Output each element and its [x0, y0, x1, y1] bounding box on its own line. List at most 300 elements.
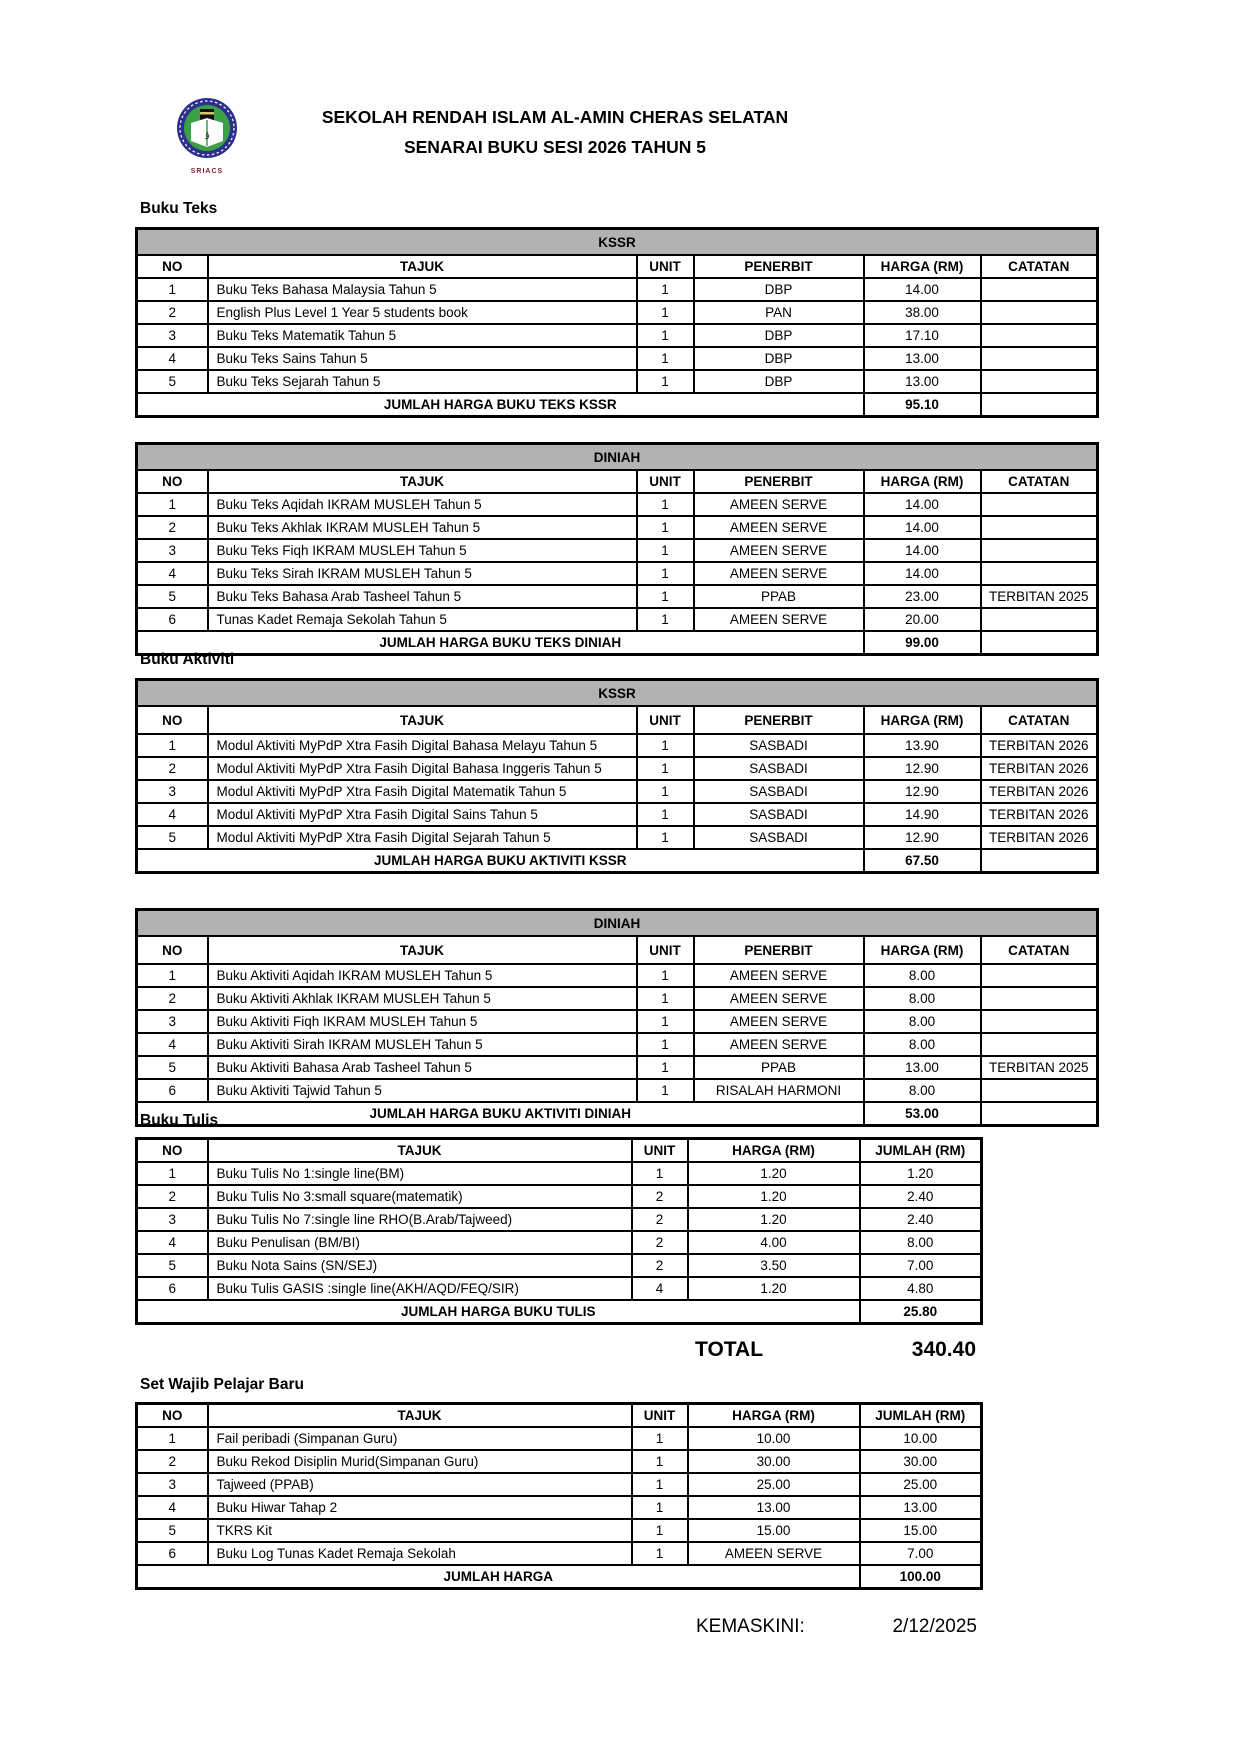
- cell: 1: [632, 1162, 688, 1185]
- logo-caption: SRIACS: [190, 168, 224, 175]
- column-header: TAJUK: [208, 470, 637, 493]
- column-header: TAJUK: [208, 1139, 632, 1163]
- cell: 2: [632, 1231, 688, 1254]
- table-row: [137, 1496, 982, 1519]
- total-value: 53.00: [864, 1102, 981, 1126]
- column-header: NO: [137, 470, 208, 493]
- cell: AMEEN SERVE: [694, 1033, 864, 1056]
- cell: 25.00: [860, 1473, 982, 1496]
- table-row: [137, 1231, 982, 1254]
- header-row: [137, 936, 1098, 964]
- table-row: [137, 1010, 1098, 1033]
- tajuk-cell: Buku Teks Fiqh IKRAM MUSLEH Tahun 5: [208, 539, 637, 562]
- table-row: [137, 1254, 982, 1277]
- column-header: HARGA (RM): [864, 255, 981, 278]
- column-header: HARGA (RM): [688, 1404, 860, 1428]
- column-header: HARGA (RM): [688, 1139, 860, 1163]
- table-row: [137, 324, 1098, 347]
- cell: PAN: [694, 301, 864, 324]
- cell: 20.00: [864, 608, 981, 631]
- table-row: [137, 1542, 982, 1565]
- tajuk-cell: Modul Aktiviti MyPdP Xtra Fasih Digital Sejarah Tahun 5: [208, 826, 637, 849]
- cell: 7.00: [860, 1254, 982, 1277]
- cell: 1: [637, 324, 694, 347]
- cell: 14.00: [864, 278, 981, 301]
- tajuk-cell: Buku Aktiviti Sirah IKRAM MUSLEH Tahun 5: [208, 1033, 637, 1056]
- tajuk-cell: Buku Tulis No 7:single line RHO(B.Arab/Tajweed): [208, 1208, 632, 1231]
- tajuk-cell: Buku Teks Bahasa Arab Tasheel Tahun 5: [208, 585, 637, 608]
- cell: [981, 1010, 1098, 1033]
- cell: 1: [632, 1519, 688, 1542]
- cell: TERBITAN 2026: [981, 826, 1098, 849]
- cell: 1: [137, 1162, 208, 1185]
- cell: SASBADI: [694, 803, 864, 826]
- tajuk-cell: Modul Aktiviti MyPdP Xtra Fasih Digital Matematik Tahun 5: [208, 780, 637, 803]
- school-name: SEKOLAH RENDAH ISLAM AL-AMIN CHERAS SELATAN: [321, 107, 789, 127]
- band-row: [137, 910, 1098, 937]
- buku-tulis-table: [135, 1137, 983, 1325]
- cell: 13.90: [864, 734, 981, 757]
- cell: 30.00: [860, 1450, 982, 1473]
- cell: TERBITAN 2026: [981, 780, 1098, 803]
- set-wajib-table: [135, 1402, 983, 1590]
- cell: 2.40: [860, 1185, 982, 1208]
- total-row: [137, 1565, 982, 1589]
- cell: AMEEN SERVE: [694, 539, 864, 562]
- kemaskini-date: 2/12/2025: [892, 1616, 977, 1637]
- cell: 2: [137, 301, 208, 324]
- cell: 1: [637, 780, 694, 803]
- band-label: DINIAH: [137, 444, 1098, 471]
- tajuk-cell: Modul Aktiviti MyPdP Xtra Fasih Digital Bahasa Inggeris Tahun 5: [208, 757, 637, 780]
- cell: 5: [137, 585, 208, 608]
- buku-aktiviti-diniah-table: [135, 908, 1099, 1127]
- table-row: [137, 516, 1098, 539]
- cell: 1: [632, 1496, 688, 1519]
- column-header: NO: [137, 936, 208, 964]
- column-header: PENERBIT: [694, 470, 864, 493]
- cell: 5: [137, 1519, 208, 1542]
- cell: PPAB: [694, 1056, 864, 1079]
- cell: 4: [137, 1033, 208, 1056]
- cell: 1.20: [688, 1277, 860, 1300]
- cell: 5: [137, 370, 208, 393]
- section-heading-set-wajib: Set Wajib Pelajar Baru: [140, 1376, 304, 1393]
- column-header: JUMLAH (RM): [860, 1404, 982, 1428]
- cell: 1: [637, 539, 694, 562]
- header-row: [137, 706, 1098, 734]
- cell: 4: [137, 1231, 208, 1254]
- cell: 8.00: [864, 1033, 981, 1056]
- cell: 1: [637, 1056, 694, 1079]
- cell: 10.00: [860, 1427, 982, 1450]
- cell: 2: [137, 757, 208, 780]
- cell: 13.00: [864, 347, 981, 370]
- column-header: TAJUK: [208, 936, 637, 964]
- cell: 6: [137, 1542, 208, 1565]
- cell: 1: [632, 1542, 688, 1565]
- column-header: HARGA (RM): [864, 936, 981, 964]
- tajuk-cell: Buku Tulis GASIS :single line(AKH/AQD/FEQ/SIR): [208, 1277, 632, 1300]
- column-header: UNIT: [637, 936, 694, 964]
- tajuk-cell: Buku Teks Sirah IKRAM MUSLEH Tahun 5: [208, 562, 637, 585]
- table-row: [137, 1208, 982, 1231]
- svg-text:ۊ: ۊ: [204, 129, 210, 139]
- cell: 5: [137, 1254, 208, 1277]
- cell: [981, 1033, 1098, 1056]
- total-row: [137, 849, 1098, 873]
- table-row: [137, 1056, 1098, 1079]
- table-row: [137, 1033, 1098, 1056]
- table-row: [137, 826, 1098, 849]
- cell: AMEEN SERVE: [694, 987, 864, 1010]
- total-value: 95.10: [864, 393, 981, 417]
- cell: 8.00: [864, 964, 981, 987]
- table-row: [137, 1519, 982, 1542]
- cell: 1: [637, 493, 694, 516]
- tajuk-cell: English Plus Level 1 Year 5 students book: [208, 301, 637, 324]
- tajuk-cell: Tajweed (PPAB): [208, 1473, 632, 1496]
- cell: 17.10: [864, 324, 981, 347]
- cell: 4.80: [860, 1277, 982, 1300]
- band-row: [137, 444, 1098, 471]
- table-row: [137, 780, 1098, 803]
- cell: 1: [637, 964, 694, 987]
- cell: 1.20: [688, 1185, 860, 1208]
- tajuk-cell: Tunas Kadet Remaja Sekolah Tahun 5: [208, 608, 637, 631]
- cell: 3: [137, 324, 208, 347]
- cell: 1: [637, 1010, 694, 1033]
- cell: [981, 370, 1098, 393]
- tajuk-cell: Buku Tulis No 1:single line(BM): [208, 1162, 632, 1185]
- table-row: [137, 1162, 982, 1185]
- tajuk-cell: Buku Aktiviti Akhlak IKRAM MUSLEH Tahun 5: [208, 987, 637, 1010]
- band-row: [137, 680, 1098, 707]
- cell: 1: [637, 757, 694, 780]
- tajuk-cell: Buku Tulis No 3:small square(matematik): [208, 1185, 632, 1208]
- cell: 2: [632, 1208, 688, 1231]
- cell: 13.00: [860, 1496, 982, 1519]
- cell: SASBADI: [694, 780, 864, 803]
- table-row: [137, 1185, 982, 1208]
- section-heading-buku-aktiviti: Buku Aktiviti: [140, 651, 235, 668]
- cell: TERBITAN 2025: [981, 585, 1098, 608]
- cell: [981, 278, 1098, 301]
- cell: 4: [632, 1277, 688, 1300]
- column-header: UNIT: [637, 706, 694, 734]
- cell: 14.00: [864, 516, 981, 539]
- tajuk-cell: Modul Aktiviti MyPdP Xtra Fasih Digital Bahasa Melayu Tahun 5: [208, 734, 637, 757]
- cell: 13.00: [864, 370, 981, 393]
- cell: 1: [637, 278, 694, 301]
- total-catatan-empty: [981, 849, 1098, 873]
- cell: 13.00: [864, 1056, 981, 1079]
- cell: DBP: [694, 370, 864, 393]
- cell: 5: [137, 1056, 208, 1079]
- cell: AMEEN SERVE: [694, 608, 864, 631]
- cell: 1: [637, 585, 694, 608]
- cell: [981, 347, 1098, 370]
- cell: 38.00: [864, 301, 981, 324]
- band-row: [137, 229, 1098, 256]
- cell: [981, 516, 1098, 539]
- cell: 1: [137, 493, 208, 516]
- cell: 12.90: [864, 757, 981, 780]
- table-row: [137, 347, 1098, 370]
- cell: 2: [632, 1185, 688, 1208]
- column-header: NO: [137, 706, 208, 734]
- column-header: NO: [137, 1404, 208, 1428]
- cell: 3: [137, 1473, 208, 1496]
- cell: 8.00: [864, 1079, 981, 1102]
- cell: 1: [137, 734, 208, 757]
- section-heading-buku-tulis: Buku Tulis: [140, 1112, 219, 1129]
- column-header: NO: [137, 255, 208, 278]
- cell: PPAB: [694, 585, 864, 608]
- tajuk-cell: Buku Teks Akhlak IKRAM MUSLEH Tahun 5: [208, 516, 637, 539]
- grand-total-label: TOTAL: [695, 1338, 764, 1361]
- table-row: [137, 278, 1098, 301]
- tajuk-cell: Buku Teks Sains Tahun 5: [208, 347, 637, 370]
- cell: [981, 493, 1098, 516]
- buku-aktiviti-kssr-table: [135, 678, 1099, 874]
- cell: AMEEN SERVE: [694, 964, 864, 987]
- cell: [981, 987, 1098, 1010]
- cell: [981, 324, 1098, 347]
- cell: 14.00: [864, 562, 981, 585]
- tajuk-cell: Buku Hiwar Tahap 2: [208, 1496, 632, 1519]
- cell: 1: [637, 734, 694, 757]
- table-row: [137, 493, 1098, 516]
- cell: 6: [137, 1277, 208, 1300]
- document-subtitle: SENARAI BUKU SESI 2026 TAHUN 5: [403, 137, 707, 157]
- total-catatan-empty: [981, 631, 1098, 655]
- cell: DBP: [694, 324, 864, 347]
- cell: SASBADI: [694, 757, 864, 780]
- header-row: [137, 470, 1098, 493]
- table-row: [137, 370, 1098, 393]
- grand-total-value: 340.40: [911, 1338, 976, 1361]
- cell: 12.90: [864, 826, 981, 849]
- cell: 1: [137, 964, 208, 987]
- cell: 4: [137, 1496, 208, 1519]
- buku-teks-kssr-table: [135, 227, 1099, 418]
- cell: 23.00: [864, 585, 981, 608]
- column-header: JUMLAH (RM): [860, 1139, 982, 1163]
- tajuk-cell: Buku Aktiviti Fiqh IKRAM MUSLEH Tahun 5: [208, 1010, 637, 1033]
- cell: 6: [137, 608, 208, 631]
- cell: 2: [137, 516, 208, 539]
- table-row: [137, 1079, 1098, 1102]
- tajuk-cell: Buku Teks Aqidah IKRAM MUSLEH Tahun 5: [208, 493, 637, 516]
- cell: 3.50: [688, 1254, 860, 1277]
- cell: 8.00: [860, 1231, 982, 1254]
- total-row: [137, 393, 1098, 417]
- cell: 6: [137, 1079, 208, 1102]
- total-label: JUMLAH HARGA: [137, 1565, 860, 1589]
- section-heading-buku-teks: Buku Teks: [140, 200, 218, 217]
- table-row: [137, 987, 1098, 1010]
- cell: DBP: [694, 347, 864, 370]
- column-header: CATATAN: [981, 470, 1098, 493]
- total-label: JUMLAH HARGA BUKU TEKS KSSR: [137, 393, 864, 417]
- cell: [981, 562, 1098, 585]
- cell: 12.90: [864, 780, 981, 803]
- total-value: 67.50: [864, 849, 981, 873]
- cell: 1: [637, 803, 694, 826]
- column-header: UNIT: [637, 470, 694, 493]
- column-header: TAJUK: [208, 706, 637, 734]
- tajuk-cell: Buku Log Tunas Kadet Remaja Sekolah: [208, 1542, 632, 1565]
- column-header: HARGA (RM): [864, 706, 981, 734]
- band-label: DINIAH: [137, 910, 1098, 937]
- cell: TERBITAN 2026: [981, 803, 1098, 826]
- cell: AMEEN SERVE: [694, 562, 864, 585]
- cell: 4: [137, 803, 208, 826]
- tajuk-cell: Fail peribadi (Simpanan Guru): [208, 1427, 632, 1450]
- total-label: JUMLAH HARGA BUKU TULIS: [137, 1300, 860, 1324]
- cell: 15.00: [688, 1519, 860, 1542]
- cell: 5: [137, 826, 208, 849]
- cell: 8.00: [864, 987, 981, 1010]
- cell: 1: [637, 370, 694, 393]
- total-value: 25.80: [860, 1300, 982, 1324]
- table-row: [137, 964, 1098, 987]
- table-row: [137, 608, 1098, 631]
- kemaskini-label: KEMASKINI:: [696, 1616, 805, 1637]
- total-row: [137, 1102, 1098, 1126]
- table-row: [137, 1450, 982, 1473]
- cell: 4.00: [688, 1231, 860, 1254]
- tajuk-cell: TKRS Kit: [208, 1519, 632, 1542]
- cell: RISALAH HARMONI: [694, 1079, 864, 1102]
- table-row: [137, 562, 1098, 585]
- tajuk-cell: Buku Aktiviti Tajwid Tahun 5: [208, 1079, 637, 1102]
- cell: [981, 539, 1098, 562]
- tajuk-cell: Buku Aktiviti Aqidah IKRAM MUSLEH Tahun 5: [208, 964, 637, 987]
- column-header: PENERBIT: [694, 706, 864, 734]
- cell: TERBITAN 2025: [981, 1056, 1098, 1079]
- column-header: NO: [137, 1139, 208, 1163]
- header-row: [137, 1139, 982, 1163]
- column-header: UNIT: [632, 1404, 688, 1428]
- cell: DBP: [694, 278, 864, 301]
- cell: AMEEN SERVE: [694, 493, 864, 516]
- cell: 1: [637, 1079, 694, 1102]
- cell: SASBADI: [694, 826, 864, 849]
- cell: 4: [137, 562, 208, 585]
- tajuk-cell: Buku Teks Sejarah Tahun 5: [208, 370, 637, 393]
- cell: 1: [637, 347, 694, 370]
- cell: 3: [137, 780, 208, 803]
- header-row: [137, 1404, 982, 1428]
- tajuk-cell: Modul Aktiviti MyPdP Xtra Fasih Digital Sains Tahun 5: [208, 803, 637, 826]
- column-header: PENERBIT: [694, 936, 864, 964]
- cell: 1: [637, 608, 694, 631]
- cell: 1: [137, 278, 208, 301]
- cell: [981, 608, 1098, 631]
- cell: 15.00: [860, 1519, 982, 1542]
- cell: 1: [632, 1473, 688, 1496]
- cell: 2: [137, 1450, 208, 1473]
- column-header: CATATAN: [981, 255, 1098, 278]
- column-header: TAJUK: [208, 1404, 632, 1428]
- cell: TERBITAN 2026: [981, 734, 1098, 757]
- header-row: [137, 255, 1098, 278]
- cell: AMEEN SERVE: [694, 1010, 864, 1033]
- tajuk-cell: Buku Aktiviti Bahasa Arab Tasheel Tahun 5: [208, 1056, 637, 1079]
- cell: 1.20: [860, 1162, 982, 1185]
- table-row: [137, 757, 1098, 780]
- cell: 2: [137, 1185, 208, 1208]
- cell: AMEEN SERVE: [688, 1542, 860, 1565]
- cell: 1: [637, 516, 694, 539]
- tajuk-cell: Buku Teks Matematik Tahun 5: [208, 324, 637, 347]
- table-row: [137, 1277, 982, 1300]
- cell: 7.00: [860, 1542, 982, 1565]
- cell: 4: [137, 347, 208, 370]
- cell: 10.00: [688, 1427, 860, 1450]
- tajuk-cell: Buku Rekod Disiplin Murid(Simpanan Guru): [208, 1450, 632, 1473]
- cell: [981, 301, 1098, 324]
- cell: 2: [632, 1254, 688, 1277]
- cell: 14.00: [864, 539, 981, 562]
- total-catatan-empty: [981, 393, 1098, 417]
- cell: 1: [637, 1033, 694, 1056]
- cell: SASBADI: [694, 734, 864, 757]
- total-value: 100.00: [860, 1565, 982, 1589]
- cell: 1: [637, 562, 694, 585]
- cell: 3: [137, 539, 208, 562]
- tajuk-cell: Buku Nota Sains (SN/SEJ): [208, 1254, 632, 1277]
- cell: 1.20: [688, 1208, 860, 1231]
- cell: 3: [137, 1010, 208, 1033]
- total-row: [137, 631, 1098, 655]
- cell: 2.40: [860, 1208, 982, 1231]
- total-label: JUMLAH HARGA BUKU TEKS DINIAH: [137, 631, 864, 655]
- column-header: UNIT: [632, 1139, 688, 1163]
- column-header: UNIT: [637, 255, 694, 278]
- column-header: PENERBIT: [694, 255, 864, 278]
- cell: 1: [632, 1427, 688, 1450]
- cell: 1.20: [688, 1162, 860, 1185]
- band-label: KSSR: [137, 229, 1098, 256]
- document-header: [135, 102, 975, 162]
- cell: [981, 964, 1098, 987]
- column-header: CATATAN: [981, 706, 1098, 734]
- cell: 3: [137, 1208, 208, 1231]
- column-header: TAJUK: [208, 255, 637, 278]
- cell: 1: [637, 301, 694, 324]
- cell: TERBITAN 2026: [981, 757, 1098, 780]
- buku-teks-diniah-table: [135, 442, 1099, 656]
- table-row: [137, 803, 1098, 826]
- table-row: [137, 1427, 982, 1450]
- total-label: JUMLAH HARGA BUKU AKTIVITI DINIAH: [137, 1102, 864, 1126]
- cell: 14.00: [864, 493, 981, 516]
- cell: 30.00: [688, 1450, 860, 1473]
- column-header: CATATAN: [981, 936, 1098, 964]
- table-row: [137, 539, 1098, 562]
- cell: 1: [137, 1427, 208, 1450]
- table-row: [137, 1473, 982, 1496]
- table-row: [137, 585, 1098, 608]
- cell: 1: [637, 987, 694, 1010]
- tajuk-cell: Buku Teks Bahasa Malaysia Tahun 5: [208, 278, 637, 301]
- band-label: KSSR: [137, 680, 1098, 707]
- cell: 25.00: [688, 1473, 860, 1496]
- cell: 2: [137, 987, 208, 1010]
